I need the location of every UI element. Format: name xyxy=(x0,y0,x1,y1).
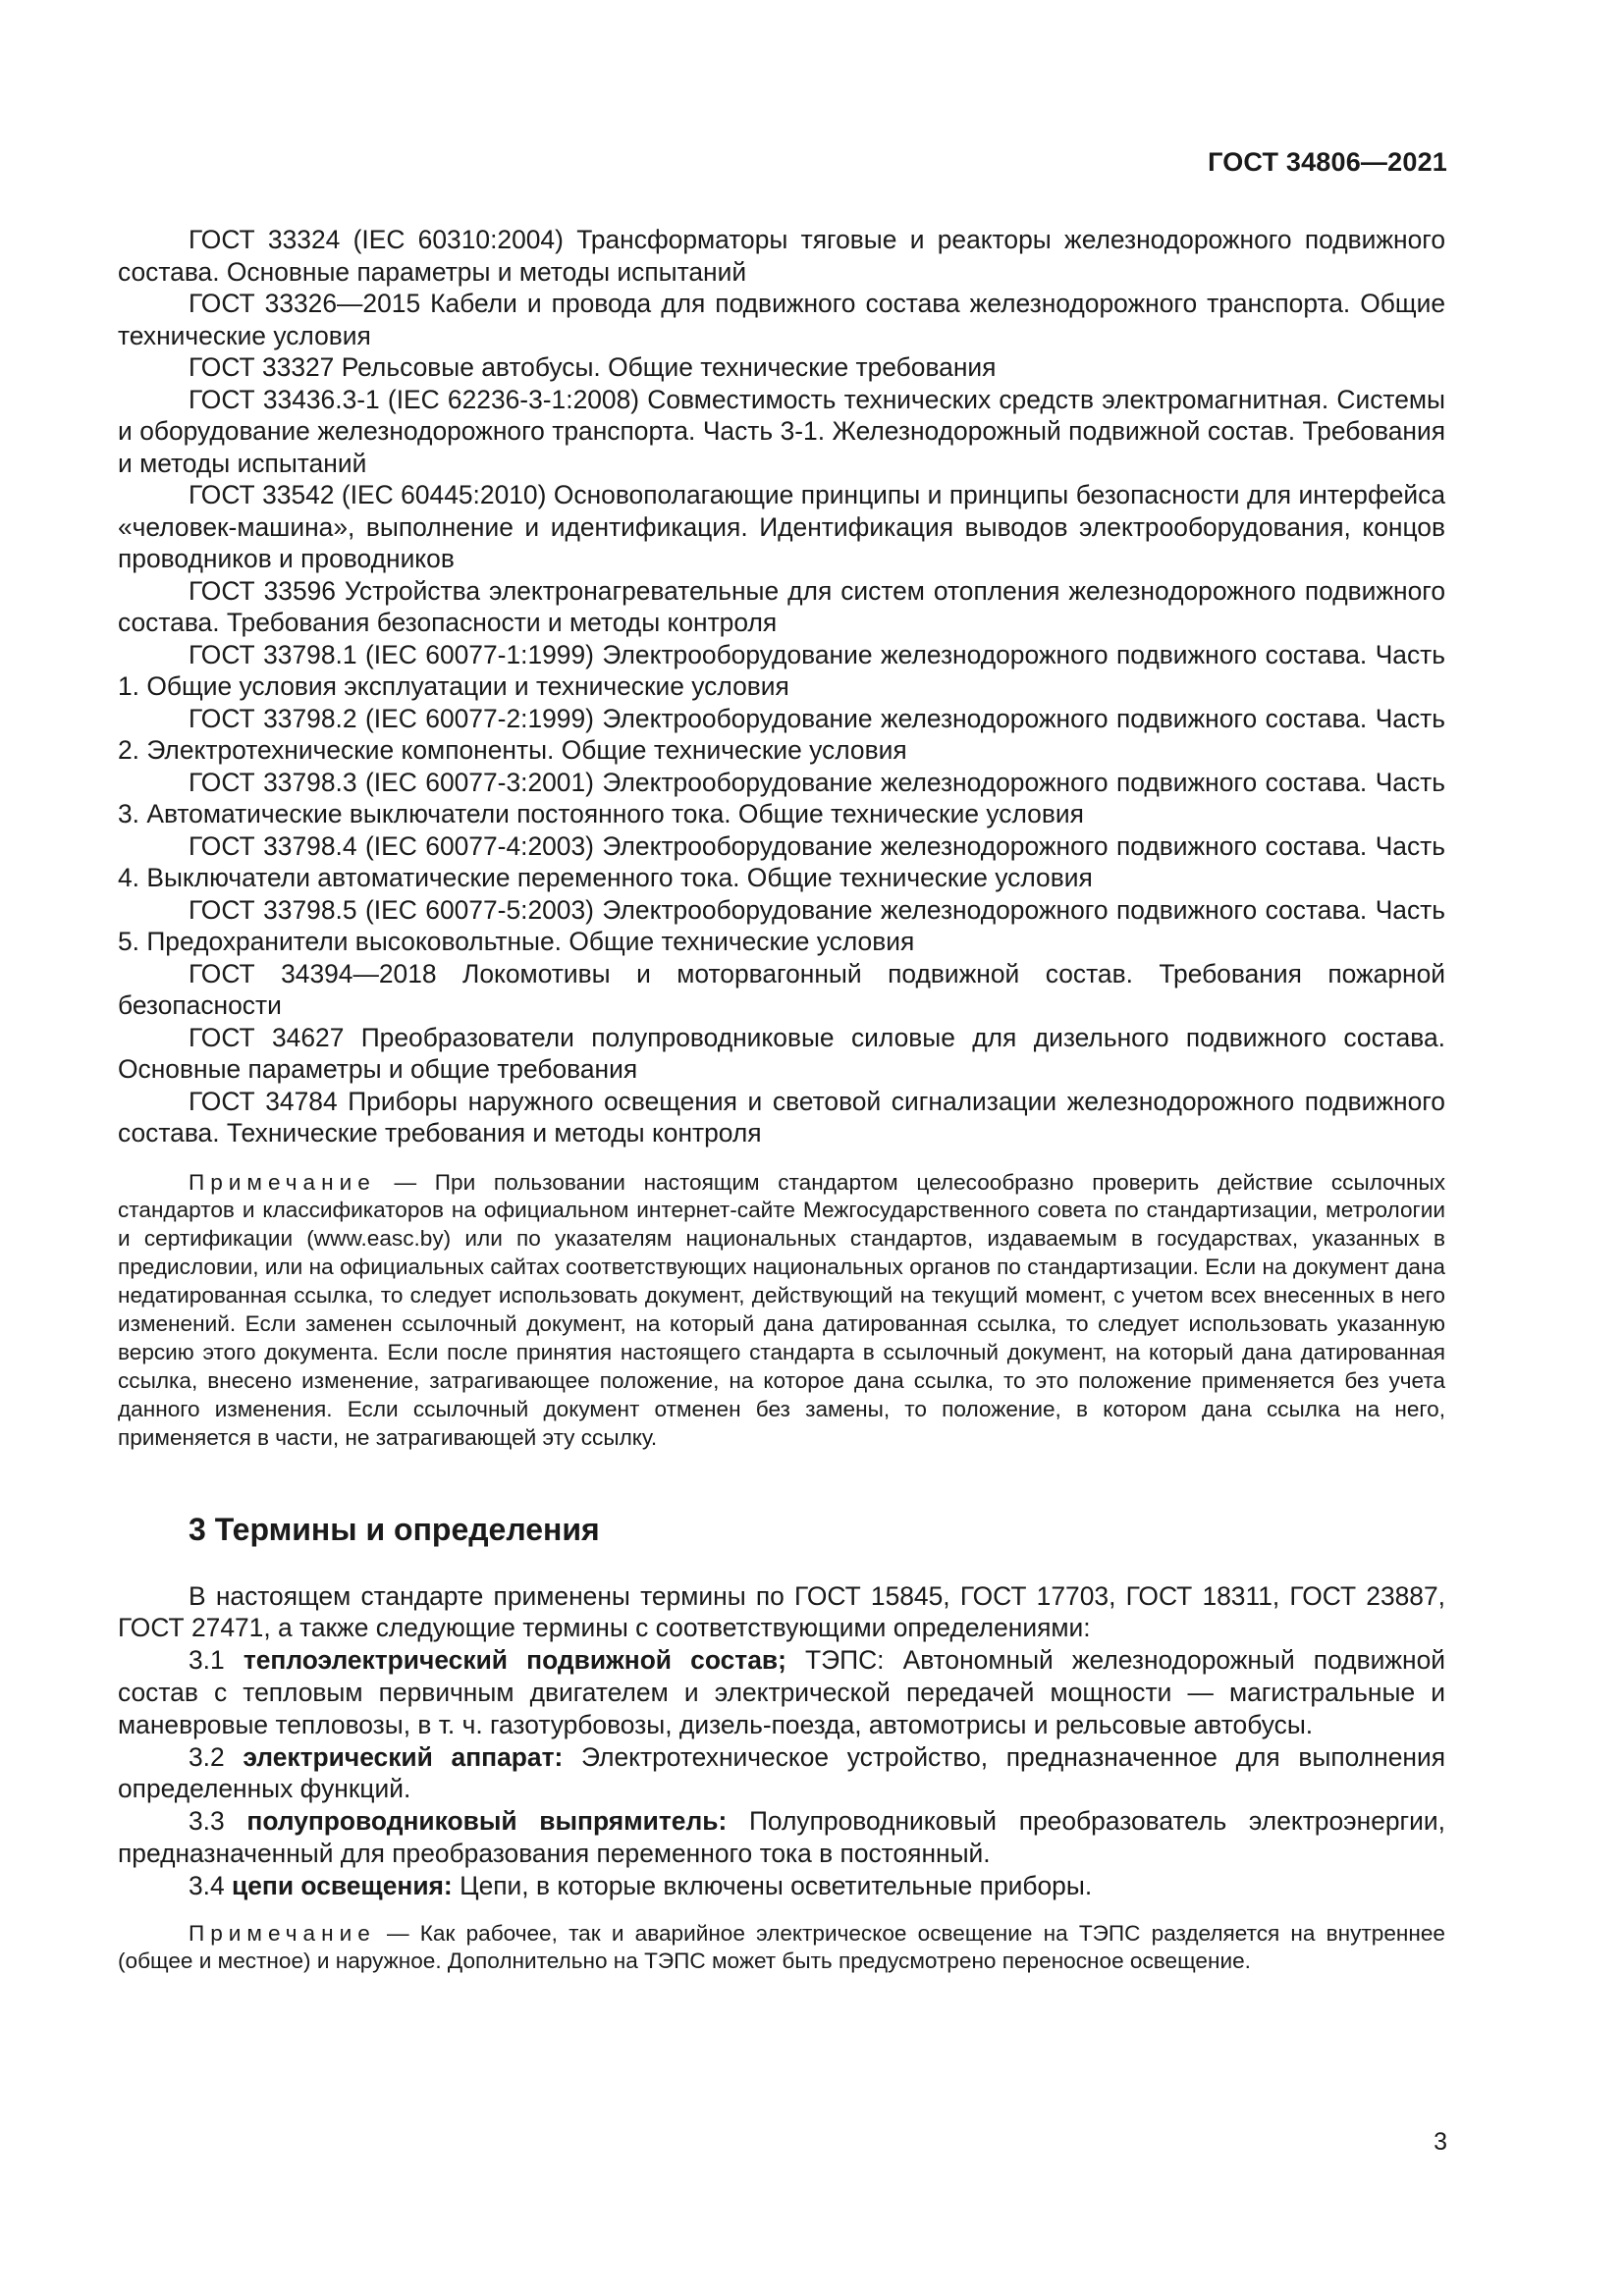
term-entry xyxy=(118,1870,1445,1902)
references-note xyxy=(118,1169,1445,1453)
term-name: теплоэлектрический подвижной состав; xyxy=(243,1645,786,1676)
term-definition: ТЭПС: Автономный железнодорожный подвижной состав с тепловым первичным двигателем и электрической передачей мощности — магистральные и маневровые тепловозы, в т. ч. газотурбовозы, дизель-поезда, автомотрисы и рельсовые автобусы. xyxy=(118,1645,1445,1739)
reference-item: ГОСТ 33327 Рельсовые автобусы. Общие технические требования xyxy=(189,352,997,382)
page-content xyxy=(118,224,1445,1976)
reference-item: ГОСТ 33798.1 (IEC 60077-1:1999) Электрооборудование железнодорожного подвижного состава. Часть 1. Общие условия эксплуатации и технические условия xyxy=(118,639,1445,701)
reference-item: ГОСТ 33798.3 (IEC 60077-3:2001) Электрооборудование железнодорожного подвижного состава. Часть 3. Автоматические выключатели постоянного тока. Общие технические условия xyxy=(118,767,1445,828)
reference-item: ГОСТ 33542 (IEC 60445:2010) Основополагающие принципы и принципы безопасности для интерфейса «человек-машина», выполнение и идентификация. Идентификация выводов электрооборудования, концов проводников и проводников xyxy=(118,480,1445,573)
reference-item: ГОСТ 33798.4 (IEC 60077-4:2003) Электрооборудование железнодорожного подвижного состава. Часть 4. Выключатели автоматические переменного тока. Общие технические условия xyxy=(118,830,1445,892)
term-number: 3.3 xyxy=(189,1806,247,1837)
section-intro: В настоящем стандарте применены термины по ГОСТ 15845, ГОСТ 17703, ГОСТ 18311, ГОСТ 23887, ГОСТ 27471, а также следующие термины с соответствующими определениями: xyxy=(118,1580,1445,1643)
term-definition: Цепи, в которые включены осветительные приборы. xyxy=(452,1870,1093,1900)
term-entry xyxy=(118,1741,1445,1806)
term-number: 3.4 xyxy=(189,1870,233,1900)
note-label: Примечание xyxy=(189,1920,376,1946)
document-code-header: ГОСТ 34806—2021 xyxy=(1208,147,1447,177)
reference-item: ГОСТ 33436.3-1 (IEC 62236-3-1:2008) Совместимость технических средств электромагнитная. Системы и оборудование железнодорожного транспорта. Часть 3-1. Железнодорожный подвижной состав. Требования и методы испытаний xyxy=(118,384,1445,478)
normative-references-list xyxy=(118,224,1445,1149)
page-number: 3 xyxy=(1434,2128,1447,2156)
reference-item: ГОСТ 33596 Устройства электронагревательные для систем отопления железнодорожного подвижного состава. Требования безопасности и методы контроля xyxy=(118,575,1445,637)
reference-item: ГОСТ 33326—2015 Кабели и провода для подвижного состава железнодорожного транспорта. Общие технические условия xyxy=(118,289,1445,350)
note-label: Примечание xyxy=(189,1169,376,1195)
note-text: — При пользовании настоящим стандартом целесообразно проверить действие ссылочных стандартов и классификаторов на официальном интернет-сайте Межгосударственного совета по стандартизации, метрологии и сертификации (www.easc.by) или по указателям национальных стандартов, издаваемым в государствах, указанных в предисловии, или на официальных сайтах соответствующих национальных органов по стандартизации. Если на документ дана недатированная ссылка, то следует использовать документ, действующий на текущий момент, с учетом всех внесенных в него изменений. Если заменен ссылочный документ, на который дана датированная ссылка, то следует использовать указанную версию этого документа. Если после принятия настоящего стандарта в ссылочный документ, на который дана датированная ссылка, внесено изменение, затрагивающее положение, на которое дана ссылка, то это положение применяется без учета данного изменения. Если ссылочный документ отменен без замены, то положение, в котором дана ссылка на него, применяется в части, не затрагивающей эту ссылку. xyxy=(118,1169,1445,1450)
reference-item: ГОСТ 34784 Приборы наружного освещения и световой сигнализации железнодорожного подвижного состава. Технические требования и методы контроля xyxy=(118,1086,1445,1148)
term-definition: Электротехническое устройство, предназначенное для выполнения определенных функций. xyxy=(118,1741,1445,1804)
reference-item: ГОСТ 33324 (IEC 60310:2004) Трансформаторы тяговые и реакторы железнодорожного подвижного состава. Основные параметры и методы испытаний xyxy=(118,225,1445,287)
term-name: полупроводниковый выпрямитель: xyxy=(246,1806,728,1837)
terms-note xyxy=(118,1920,1445,1977)
reference-item: ГОСТ 34394—2018 Локомотивы и моторвагонный подвижной состав. Требования пожарной безопасности xyxy=(118,958,1445,1020)
term-name: электрический аппарат: xyxy=(243,1741,564,1772)
section-title: 3 Термины и определения xyxy=(189,1511,600,1547)
term-name: цепи освещения: xyxy=(232,1870,453,1900)
term-entry xyxy=(118,1805,1445,1870)
reference-item: ГОСТ 33798.5 (IEC 60077-5:2003) Электрооборудование железнодорожного подвижного состава. Часть 5. Предохранители высоковольтные. Общие технические условия xyxy=(118,894,1445,956)
reference-item: ГОСТ 33798.2 (IEC 60077-2:1999) Электрооборудование железнодорожного подвижного состава. Часть 2. Электротехнические компоненты. Общие технические условия xyxy=(118,703,1445,765)
note-text: — Как рабочее, так и аварийное электрическое освещение на ТЭПС разделяется на внутреннее (общее и местное) и наружное. Дополнительно на ТЭПС может быть предусмотрено переносное освещение. xyxy=(118,1920,1445,1974)
reference-item: ГОСТ 34627 Преобразователи полупроводниковые силовые для дизельного подвижного состава. Основные параметры и общие требования xyxy=(118,1022,1445,1084)
term-number: 3.1 xyxy=(189,1645,244,1676)
term-entry xyxy=(118,1644,1445,1740)
term-definition: Полупроводниковый преобразователь электроэнергии, предназначенный для преобразования переменного тока в постоянный. xyxy=(118,1806,1445,1868)
term-number: 3.2 xyxy=(189,1741,244,1772)
